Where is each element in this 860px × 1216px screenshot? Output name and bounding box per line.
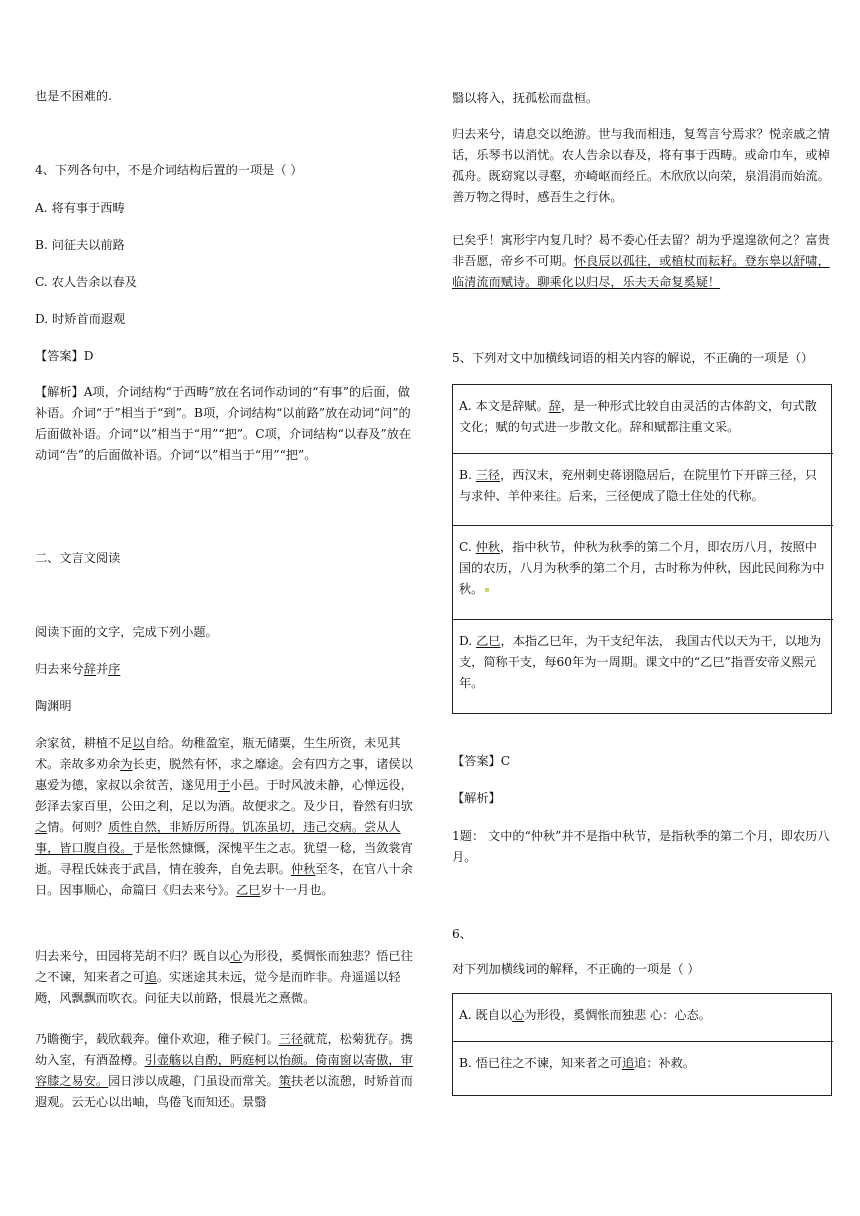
question-4-option-c: C. 农人告余以春及 xyxy=(35,275,137,289)
question-4-answer: 【答案】D xyxy=(35,349,94,363)
question-5-option-c: C. 仲秋，指中秋节，仲秋为秋季的第二个月，即农历八月，按照中国的农历，八月为秋季的第二个月，古时称为仲秋，因此民间称为中秋。 xyxy=(453,525,833,619)
reading-instruction: 阅读下面的文字，完成下列小题。 xyxy=(35,625,218,639)
passage-title: 归去来兮辞并序 xyxy=(35,662,121,676)
question-6-stem: 对下列加横线词的解释，不正确的一项是（ ） xyxy=(452,962,700,976)
highlight-marker xyxy=(485,588,489,592)
question-5-analysis-label: 【解析】 xyxy=(452,791,501,805)
question-5-option-a: A. 本文是辞赋。辞，是一种形式比较自由灵活的古体韵文，句式散文化；赋的句式进一步散文化。辞和赋都注重文采。 xyxy=(459,399,817,434)
question-4-option-a: A. 将有事于西畴 xyxy=(35,201,125,215)
question-4-analysis: 【解析】A项，介词结构“于西畴”放在名词作动词的“有事”的后面，做补语。介词“于”相当于“到”。B项，介词结构“以前路”放在动词“问”的后面做补语。介词“以”相当于“用”“把”。C项，介词结构“以春及”放在动词“告”的后面做补语。介词“以”相当于“用”“把”。 xyxy=(35,385,412,462)
passage-stanza-4: 已矣乎！寓形宇内复几时？曷不委心任去留？胡为乎遑遑欲何之？富贵非吾愿，帝乡不可期。怀良辰以孤往，或植杖而耘耔。登东皋以舒啸，临清流而赋诗。聊乘化以归尽，乐夫天命复奚疑！ xyxy=(452,233,830,289)
question-5-answer: 【答案】C xyxy=(452,754,511,768)
continued-text: 也是不困难的. xyxy=(35,89,112,103)
passage-stanza-2: 乃瞻衡宇，载欣载奔。僮仆欢迎，稚子候门。三径就荒，松菊犹存。携幼入室，有酒盈樽。引壶觞以自酌，眄庭柯以怡颜。倚南窗以寄傲，审容膝之易安。园日涉以成趣，门虽设而常关。策扶老以流憩，时矫首而遐观。云无心以出岫，鸟倦飞而知还。景翳 xyxy=(35,1032,413,1109)
question-4-stem: 4、下列各句中，不是介词结构后置的一项是（ ） xyxy=(35,163,303,177)
question-6-number: 6、 xyxy=(452,927,472,941)
question-6-options-table xyxy=(452,993,832,1096)
question-5-analysis: 1题： 文中的“仲秋”并不是指中秋节，是指秋季的第二个月，即农历八月。 xyxy=(452,829,830,864)
question-5-options-table xyxy=(452,384,832,714)
question-4-option-b: B. 问征夫以前路 xyxy=(35,238,125,252)
passage-author: 陶渊明 xyxy=(35,699,72,713)
passage-stanza-1: 归去来兮，田园将芜胡不归？既自以心为形役，奚惆怅而独悲？悟已往之不谏，知来者之可追。实迷途其未远，觉今是而昨非。舟遥遥以轻飏，风飘飘而吹衣。问征夫以前路，恨晨光之熹微。 xyxy=(35,949,413,1005)
question-4-option-d: D. 时矫首而遐观 xyxy=(35,312,126,326)
passage-stanza-3: 归去来兮，请息交以绝游。世与我而相违，复驾言兮焉求？悦亲戚之情话，乐琴书以消忧。农人告余以春及，将有事于西畴。或命巾车，或棹孤舟。既窈窕以寻壑，亦崎岖而经丘。木欣欣以向荣，泉涓涓而始流。善万物之得时，感吾生之行休。 xyxy=(452,127,830,204)
question-5-option-b: B. 三径，西汉末，兖州刺史蒋诩隐居后，在院里竹下开辟三径，只与求仲、羊仲来往。后来，三径便成了隐士住处的代称。 xyxy=(453,453,833,525)
question-6-option-b: B. 悟已往之不谏，知来者之可追追：补救。 xyxy=(453,1041,833,1096)
passage-preface: 余家贫，耕植不足以自给。幼稚盈室，瓶无储粟，生生所资，未见其术。亲故多劝余为长吏，脱然有怀，求之靡途。会有四方之事，诸侯以惠爱为德，家叔以余贫苦，遂见用于小邑。于时风波未静，心惮远役，彭泽去家百里，公田之利，足以为酒。故便求之。及少日，眷然有归欤之情。何则？质性自然，非矫厉所得。饥冻虽切，违己交病。尝从人事，皆口腹自役。于是怅然慷慨，深愧平生之志。犹望一稔，当敛裳宵逝。寻程氏妹丧于武昌，情在骏奔，自免去职。仲秋至冬，在官八十余日。因事顺心，命篇曰《归去来兮》。乙巳岁十一月也。 xyxy=(35,736,413,897)
question-5-option-d: D. 乙巳，本指乙巳年，为干支纪年法， 我国古代以天为干，以地为支，简称干支，每60年为一周期。课文中的“乙巳”指晋安帝义熙元年。 xyxy=(453,619,833,713)
question-5-stem: 5、下列对文中加横线词语的相关内容的解说，不正确的一项是（） xyxy=(452,351,814,365)
question-6-option-a: A. 既自以心为形役，奚惆怅而独悲 心：心态。 xyxy=(459,1008,711,1022)
section-heading: 二、文言文阅读 xyxy=(35,551,121,565)
passage-stanza-2-continued: 翳以将入，抚孤松而盘桓。 xyxy=(452,91,599,105)
